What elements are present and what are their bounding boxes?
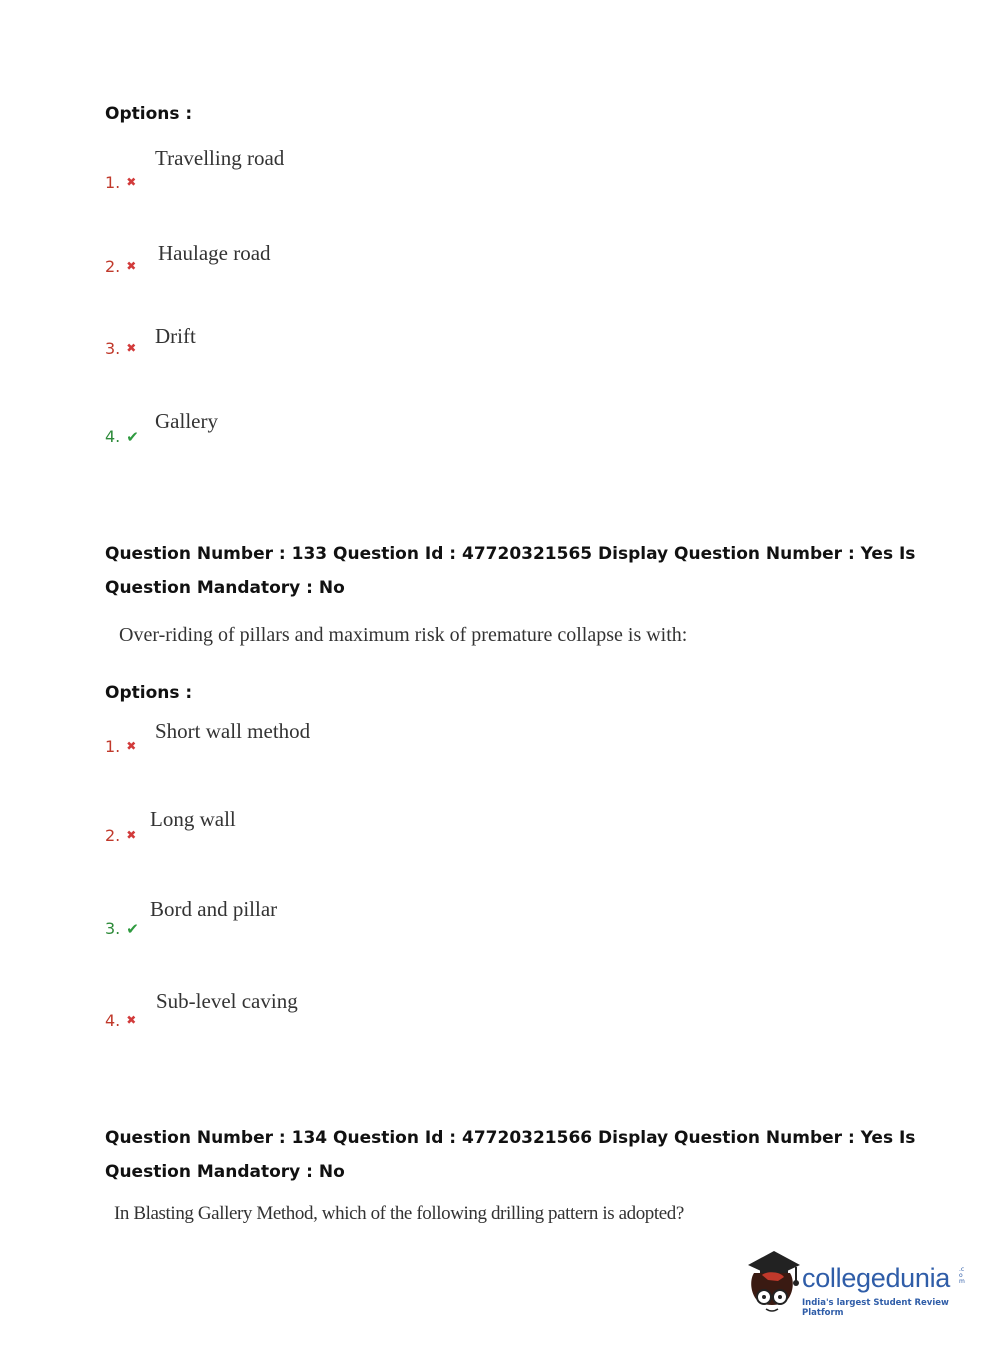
correct-check-icon: ✔: [126, 428, 139, 446]
option-number: 4. ✖: [105, 1011, 137, 1030]
wrong-cross-icon: ✖: [126, 828, 137, 842]
option-number: 3. ✔: [105, 919, 139, 938]
option-number: 2. ✖: [105, 826, 137, 845]
wrong-cross-icon: ✖: [126, 1013, 137, 1027]
collegedunia-logo: [740, 1247, 980, 1319]
option-text: Bord and pillar: [150, 897, 278, 921]
question-text: In Blasting Gallery Method, which of the following drilling pattern is adopted?: [114, 1203, 684, 1224]
option-text: Travelling road: [155, 146, 285, 170]
option-number: 1. ✖: [105, 173, 137, 192]
mascot-icon: [740, 1247, 804, 1319]
question-text: Over-riding of pillars and maximum risk of premature collapse is with:: [119, 624, 688, 646]
options-label: Options :: [105, 104, 193, 124]
correct-check-icon: ✔: [126, 920, 139, 938]
option-text: Long wall: [150, 807, 236, 831]
option-number: 3. ✖: [105, 339, 137, 358]
option-text: Drift: [155, 324, 196, 348]
option-text: Sub-level caving: [156, 989, 298, 1013]
option-number: 2. ✖: [105, 257, 137, 276]
option-text: Haulage road: [158, 241, 271, 265]
logo-tagline: India's largest Student Review Platform: [802, 1298, 949, 1318]
question-header: Question Number : 133 Question Id : 47720321565 Display Question Number : Yes Is Question Mandatory : No: [105, 544, 916, 598]
wrong-cross-icon: ✖: [126, 739, 137, 753]
option-text: Gallery: [155, 409, 218, 433]
option-number: 1. ✖: [105, 737, 137, 756]
question-header: Question Number : 134 Question Id : 47720321566 Display Question Number : Yes Is Question Mandatory : No: [105, 1128, 916, 1182]
option-text: Short wall method: [155, 719, 311, 743]
option-number: 4. ✔: [105, 427, 139, 446]
logo-dotcom: .com: [959, 1266, 965, 1285]
wrong-cross-icon: ✖: [126, 259, 137, 273]
options-label: Options :: [105, 683, 193, 703]
wrong-cross-icon: ✖: [126, 175, 137, 189]
wrong-cross-icon: ✖: [126, 341, 137, 355]
logo-wordmark: collegedunia: [802, 1263, 951, 1293]
